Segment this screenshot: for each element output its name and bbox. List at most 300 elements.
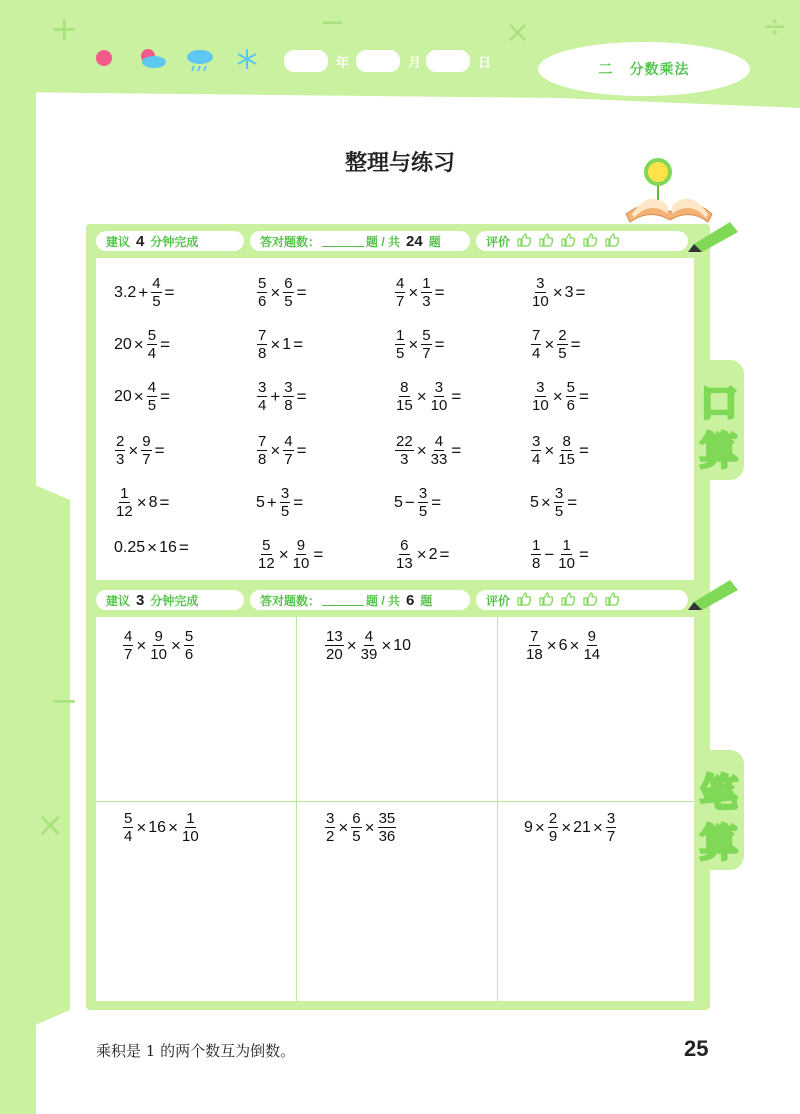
chapter-badge [538, 42, 750, 96]
fraction [257, 380, 267, 413]
score-suffix: 题 [428, 234, 441, 249]
numerator: 5 [124, 810, 133, 827]
svg-text:÷: ÷ [762, 9, 788, 44]
denominator: 8 [532, 555, 541, 572]
denominator: 10 [150, 646, 167, 663]
oral-question [256, 328, 305, 361]
numerator: 3 [554, 485, 564, 502]
denominator: 5 [558, 345, 567, 362]
chapter-title: 分数乘法 [629, 61, 690, 77]
thumbs-up-icon[interactable] [560, 592, 576, 606]
operator: × [416, 440, 427, 460]
oral-question [394, 276, 447, 309]
number: 5 [530, 493, 539, 511]
denominator: 12 [258, 555, 275, 572]
numerator: 8 [400, 379, 409, 396]
number: 0.25 [114, 539, 146, 556]
operator: = [160, 386, 171, 406]
numerator: 3 [326, 810, 335, 827]
operator: = [313, 544, 324, 564]
oral-question [114, 276, 176, 309]
operator: − [544, 544, 555, 564]
denominator: 8 [258, 451, 267, 468]
day-field[interactable] [426, 50, 470, 72]
denominator: 6 [258, 293, 267, 310]
operator: = [431, 492, 442, 512]
numerator: 5 [258, 275, 267, 292]
fraction [421, 328, 431, 361]
operator: = [439, 544, 450, 564]
numerator: 9 [142, 433, 151, 450]
thumbs-up-icon[interactable] [604, 233, 620, 247]
side-label-oral-2: 算 [700, 429, 739, 473]
svg-text:×: × [505, 15, 531, 50]
denominator: 10 [558, 555, 575, 572]
written-question [122, 629, 195, 662]
fraction [557, 538, 576, 571]
operator: × [544, 440, 555, 460]
fraction [184, 629, 194, 662]
numerator: 3 [606, 810, 616, 827]
operator: × [552, 386, 563, 406]
numerator: 4 [284, 433, 293, 450]
operator: = [154, 440, 165, 460]
numerator: 3 [434, 379, 444, 396]
numerator: 1 [396, 327, 405, 344]
operator: × [136, 635, 147, 655]
snow-icon [236, 48, 258, 70]
fraction [606, 811, 616, 844]
fraction [395, 434, 414, 467]
number: 20 [114, 387, 132, 405]
eval-label: 评价 [486, 234, 511, 249]
operator: × [408, 282, 419, 302]
numerator: 3 [418, 485, 428, 502]
number: 21 [573, 818, 591, 836]
fraction [395, 276, 405, 309]
numerator: 2 [558, 327, 567, 344]
operator: = [575, 282, 586, 302]
oral-panel [96, 258, 694, 580]
page-title: 整理与练习 [344, 151, 455, 176]
operator: × [270, 440, 281, 460]
oral-question [530, 380, 591, 413]
svg-text:−: − [320, 5, 346, 40]
eval-thumbs[interactable] [510, 233, 620, 250]
operator: × [128, 440, 139, 460]
operator: = [578, 386, 589, 406]
fraction [566, 380, 576, 413]
operator: = [293, 492, 304, 512]
numerator: 8 [562, 433, 571, 450]
month-label: 月 [408, 55, 422, 70]
written-info-bar [96, 589, 701, 611]
side-label-oral-1: 口 [700, 381, 739, 425]
operator: × [546, 635, 557, 655]
operator: × [416, 544, 427, 564]
suggest-suffix: 分钟完成 [150, 234, 199, 249]
answer-workspace[interactable] [500, 862, 692, 980]
operator: × [552, 282, 563, 302]
denominator: 4 [124, 828, 133, 845]
operator: × [561, 817, 572, 837]
numerator: 5 [422, 327, 431, 344]
denominator: 15 [558, 451, 575, 468]
denominator: 33 [430, 451, 448, 468]
oral-question [114, 486, 171, 519]
denominator: 5 [152, 293, 161, 310]
written-question [324, 629, 411, 662]
operator: = [578, 440, 589, 460]
numerator: 7 [258, 433, 267, 450]
fraction [531, 434, 541, 467]
fraction [123, 629, 133, 662]
written-question [524, 811, 617, 844]
operator: × [364, 817, 375, 837]
denominator: 4 [258, 397, 267, 414]
score-total: 24 [406, 232, 423, 250]
denominator: 2 [326, 828, 335, 845]
fraction [283, 276, 293, 309]
operator: + [138, 282, 149, 302]
denominator: 13 [396, 555, 413, 572]
fraction [548, 811, 558, 844]
operator: × [133, 386, 144, 406]
fraction [151, 276, 161, 309]
denominator: 10 [292, 555, 310, 572]
thumbs-up-icon[interactable] [604, 592, 620, 606]
oral-question [530, 328, 583, 361]
operator: × [534, 817, 545, 837]
operator: = [434, 282, 445, 302]
suggest-label: 建议 [106, 593, 131, 608]
operator: = [296, 386, 307, 406]
denominator: 20 [326, 646, 343, 663]
fraction [378, 811, 397, 844]
chapter-number: 二 [598, 61, 614, 77]
numerator: 4 [434, 433, 444, 450]
numerator: 9 [587, 628, 596, 645]
fraction [557, 328, 567, 361]
fraction [147, 328, 157, 361]
oral-question [394, 538, 451, 571]
numerator: 7 [532, 327, 541, 344]
number: 3 [564, 283, 574, 301]
eval-thumbs[interactable] [510, 592, 620, 609]
fraction [325, 629, 344, 662]
operator: × [592, 817, 603, 837]
fraction [149, 629, 168, 662]
score-suffix: 题 [420, 593, 433, 608]
operator: × [544, 334, 555, 354]
fraction [395, 328, 405, 361]
numerator: 2 [548, 810, 558, 827]
score-blank[interactable] [322, 595, 364, 606]
operator: × [338, 817, 349, 837]
oral-question [530, 434, 591, 467]
suggest-label: 建议 [106, 234, 131, 249]
numerator: 4 [124, 628, 133, 645]
denominator: 5 [147, 397, 157, 414]
fraction [582, 629, 601, 662]
number: 5 [256, 493, 265, 511]
operator: − [404, 492, 415, 512]
score-label: 答对题数： [260, 234, 321, 249]
numerator: 5 [566, 379, 575, 396]
operator: × [168, 817, 179, 837]
number: 5 [394, 493, 403, 511]
numerator: 1 [532, 537, 541, 554]
number: 20 [114, 335, 132, 353]
oral-question [114, 380, 172, 413]
number: 6 [558, 636, 568, 654]
fraction [115, 434, 125, 467]
denominator: 4 [147, 345, 157, 362]
fraction [115, 486, 134, 519]
fraction [325, 811, 335, 844]
sun-icon [94, 48, 116, 70]
fraction [531, 276, 550, 309]
operator: = [570, 334, 581, 354]
numerator: 1 [120, 485, 129, 502]
fraction [557, 434, 576, 467]
denominator: 5 [280, 503, 290, 520]
numerator: 3 [532, 433, 541, 450]
numerator: 4 [152, 275, 161, 292]
fraction [123, 811, 133, 844]
numerator: 9 [296, 537, 306, 554]
operator: × [381, 635, 392, 655]
score-mid: 题 / 共 [366, 234, 401, 249]
denominator: 9 [548, 828, 558, 845]
fraction [531, 328, 541, 361]
year-field[interactable] [284, 50, 328, 72]
written-panel [96, 617, 694, 1001]
score-label: 答对题数： [260, 593, 321, 608]
denominator: 5 [554, 503, 564, 520]
denominator: 18 [526, 646, 543, 663]
oral-question [114, 434, 167, 467]
denominator: 7 [124, 646, 133, 663]
fraction [257, 434, 267, 467]
numerator: 4 [147, 379, 157, 396]
fraction [395, 380, 414, 413]
oral-question [530, 276, 587, 309]
operator: = [296, 440, 307, 460]
operator: × [540, 492, 551, 512]
written-question [122, 811, 201, 844]
oral-question [256, 380, 309, 413]
operator: × [346, 635, 357, 655]
denominator: 15 [396, 397, 413, 414]
denominator: 8 [284, 397, 293, 414]
answer-workspace[interactable] [300, 862, 492, 980]
fraction [525, 629, 544, 662]
operator: × [133, 334, 144, 354]
svg-text:−: − [50, 681, 79, 721]
numerator: 3 [258, 379, 267, 396]
denominator: 10 [532, 293, 549, 310]
thumbs-up-icon[interactable] [582, 592, 598, 606]
oral-question [114, 538, 191, 558]
denominator: 6 [566, 397, 575, 414]
written-question [524, 629, 602, 662]
operator: × [416, 386, 427, 406]
numerator: 5 [262, 537, 271, 554]
answer-workspace[interactable] [100, 862, 292, 980]
thumbs-up-icon[interactable] [516, 592, 532, 606]
denominator: 5 [396, 345, 405, 362]
denominator: 12 [116, 503, 133, 520]
thumbs-up-icon[interactable] [582, 233, 598, 247]
numerator: 22 [396, 433, 413, 450]
denominator: 10 [430, 397, 448, 414]
fraction [292, 538, 311, 571]
denominator: 4 [532, 345, 541, 362]
partly-cloudy-icon [138, 48, 160, 70]
grid-divider [497, 617, 498, 1001]
thumbs-up-icon[interactable] [538, 233, 554, 247]
numerator: 1 [422, 275, 431, 292]
numerator: 3 [280, 485, 290, 502]
fraction [181, 811, 200, 844]
answer-workspace[interactable] [300, 677, 492, 795]
thumbs-up-icon[interactable] [560, 233, 576, 247]
written-question [324, 811, 397, 844]
fraction [283, 380, 293, 413]
fraction [421, 276, 431, 309]
numerator: 13 [326, 628, 343, 645]
operator: = [164, 282, 175, 302]
numerator: 3 [536, 379, 545, 396]
denominator: 7 [606, 828, 616, 845]
fraction [257, 538, 276, 571]
number: 16 [159, 539, 177, 556]
operator: = [296, 282, 307, 302]
grid-divider [296, 617, 297, 1001]
oral-question [256, 434, 309, 467]
operator: = [178, 538, 189, 557]
numerator: 5 [147, 327, 157, 344]
numerator: 35 [378, 810, 396, 827]
svg-text:×: × [36, 805, 65, 845]
number: 10 [393, 636, 412, 654]
year-label: 年 [336, 55, 350, 70]
oral-question [256, 486, 305, 519]
score-mid: 题 / 共 [366, 593, 401, 608]
operator: = [451, 440, 462, 460]
footer-note: 乘积是 1 的两个数互为倒数。 [96, 1042, 296, 1060]
operator: = [434, 334, 445, 354]
thumbs-up-icon[interactable] [538, 592, 554, 606]
oral-question [114, 328, 172, 361]
fraction [280, 486, 290, 519]
oral-question [530, 538, 591, 571]
answer-workspace[interactable] [500, 677, 692, 795]
number: 1 [282, 335, 292, 353]
number: 3.2 [114, 283, 137, 301]
denominator: 39 [360, 646, 378, 663]
number: 8 [148, 493, 158, 511]
fraction [141, 434, 151, 467]
operator: × [408, 334, 419, 354]
oral-question [256, 276, 309, 309]
svg-text:+: + [50, 9, 79, 49]
fraction [430, 380, 449, 413]
numerator: 7 [530, 628, 539, 645]
eval-label: 评价 [486, 593, 511, 608]
numerator: 3 [284, 379, 293, 396]
day-label: 日 [478, 55, 492, 70]
operator: × [136, 817, 147, 837]
oral-question [394, 328, 447, 361]
operator: × [569, 635, 580, 655]
numerator: 6 [352, 810, 361, 827]
operator: = [578, 544, 589, 564]
denominator: 7 [422, 345, 431, 362]
suggest-minutes: 3 [136, 591, 145, 609]
denominator: 5 [418, 503, 428, 520]
denominator: 3 [400, 451, 409, 468]
oral-question [256, 538, 325, 571]
answer-workspace[interactable] [100, 677, 292, 795]
page-number: 25 [684, 1036, 709, 1061]
thumbs-up-icon[interactable] [516, 233, 532, 247]
month-field[interactable] [356, 50, 400, 72]
fraction [360, 629, 379, 662]
grid-divider [96, 801, 694, 802]
denominator: 10 [182, 828, 199, 845]
operator: × [147, 538, 158, 557]
operator: = [451, 386, 462, 406]
fraction [418, 486, 428, 519]
denominator: 3 [116, 451, 125, 468]
rain-icon [186, 48, 208, 70]
denominator: 14 [583, 646, 601, 663]
denominator: 6 [184, 646, 194, 663]
operator: + [266, 492, 277, 512]
fraction [283, 434, 293, 467]
numerator: 6 [400, 537, 409, 554]
numerator: 1 [186, 810, 195, 827]
fraction [147, 380, 157, 413]
fraction [531, 380, 550, 413]
denominator: 10 [532, 397, 549, 414]
oral-info-bar [96, 230, 701, 252]
operator: × [136, 492, 147, 512]
operator: = [159, 492, 170, 512]
score-blank[interactable] [322, 236, 364, 247]
numerator: 5 [184, 628, 194, 645]
operator: × [270, 334, 281, 354]
operator: = [160, 334, 171, 354]
fraction [395, 538, 414, 571]
numerator: 3 [536, 275, 545, 292]
fraction [257, 276, 267, 309]
number: 16 [148, 818, 167, 836]
operator: × [278, 544, 289, 564]
side-label-written-2: 算 [700, 821, 739, 865]
numerator: 4 [396, 275, 405, 292]
denominator: 7 [284, 451, 293, 468]
oral-question [530, 486, 579, 519]
denominator: 5 [352, 828, 361, 845]
denominator: 4 [532, 451, 541, 468]
fraction [430, 434, 449, 467]
fraction [351, 811, 361, 844]
oral-question [394, 380, 463, 413]
operator: × [170, 635, 181, 655]
